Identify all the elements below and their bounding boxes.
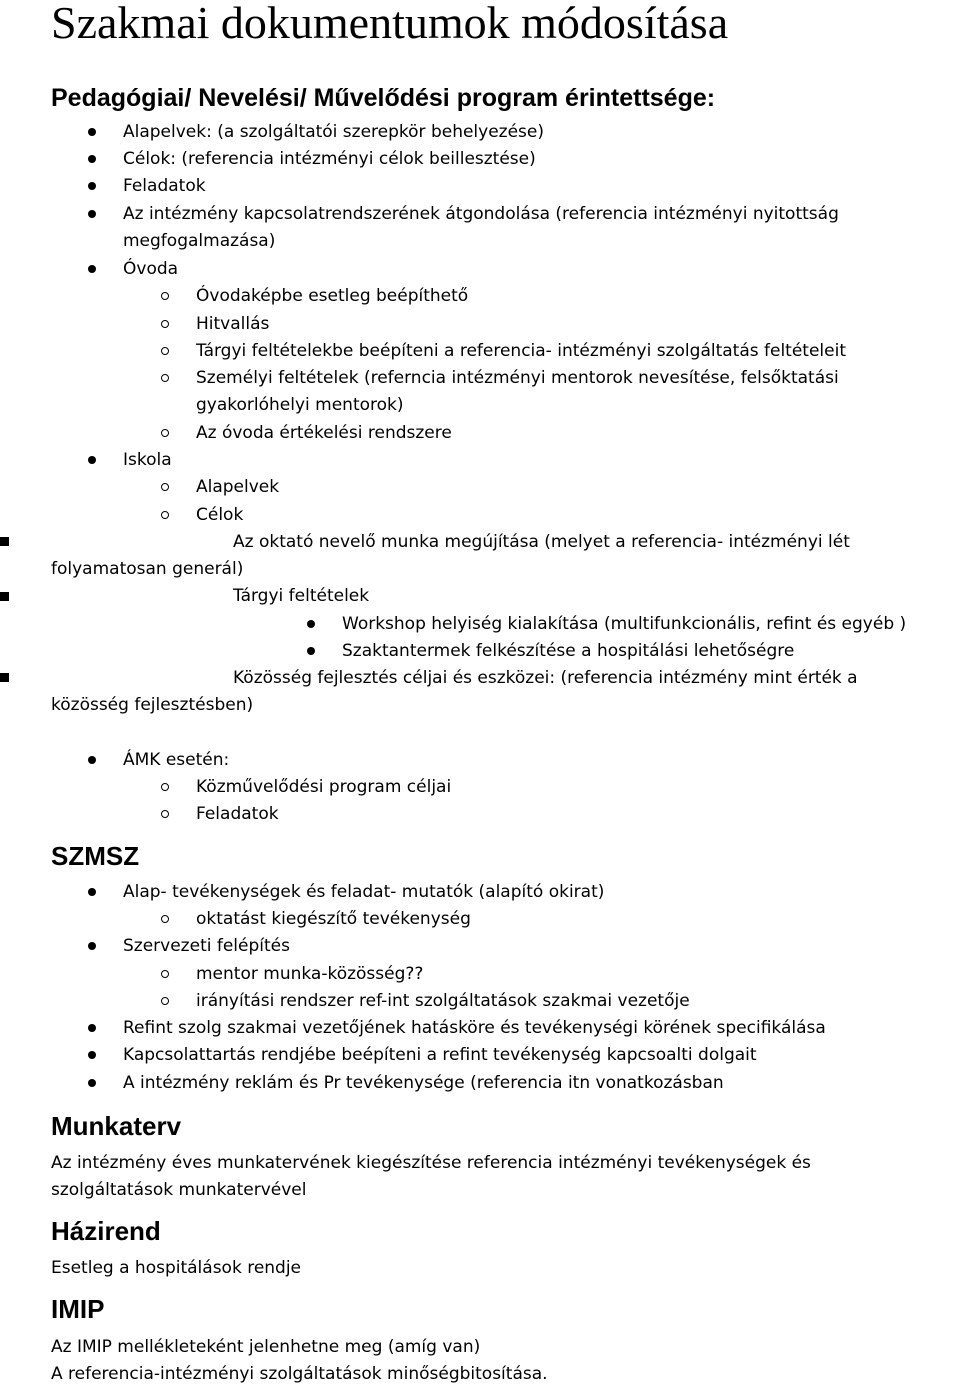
circle-bullet-icon: [161, 429, 169, 437]
circle-bullet-icon: [161, 292, 169, 300]
section-heading-munkaterv: Munkaterv: [51, 1111, 182, 1141]
list-item: Célok: (referencia intézményi célok beillesztése): [123, 149, 536, 169]
list-item: Közösség fejlesztés céljai és eszközei: (referencia intézmény mint érték a: [233, 668, 858, 688]
circle-bullet-icon: [161, 997, 169, 1005]
section-heading-program: Pedagógiai/ Nevelési/ Művelődési program érintettsége:: [51, 84, 716, 112]
bullet-icon: [88, 456, 96, 464]
bullet-icon: [88, 888, 96, 896]
list-item-continuation: közösség fejlesztésben): [51, 695, 254, 715]
page-title: Szakmai dokumentumok módosítása: [51, 0, 729, 48]
section-heading-szmsz: SZMSZ: [51, 841, 140, 871]
list-item: Alap- tevékenységek és feladat- mutatók (alapító okirat): [123, 882, 605, 902]
circle-bullet-icon: [161, 783, 169, 791]
square-bullet-icon: [0, 537, 9, 546]
sublist-item-continuation: gyakorlóhelyi mentorok): [196, 395, 404, 415]
list-item: ÁMK esetén:: [123, 750, 230, 770]
paragraph-line: Az intézmény éves munkatervének kiegészítése referencia intézményi tevékenységek és: [51, 1153, 811, 1173]
sublist-item: Személyi feltételek (referncia intézményi mentorok nevesítése, felsőktatási: [196, 368, 839, 388]
bullet-icon: [88, 1024, 96, 1032]
list-item: Kapcsolattartás rendjébe beépíteni a refint tevékenység kapcsoalti dolgait: [123, 1045, 757, 1065]
circle-bullet-icon: [161, 483, 169, 491]
paragraph-line: Az IMIP mellékleteként jelenhetne meg (amíg van): [51, 1337, 481, 1357]
bullet-icon: [88, 128, 96, 136]
bullet-icon: [307, 647, 315, 655]
bullet-icon: [88, 942, 96, 950]
sublist-item: mentor munka-közösség??: [196, 964, 424, 984]
bullet-icon: [88, 756, 96, 764]
sublist-item: Óvodaképbe esetleg beépíthető: [196, 286, 469, 306]
paragraph-line: Esetleg a hospitálások rendje: [51, 1258, 302, 1278]
circle-bullet-icon: [161, 810, 169, 818]
list-item: Az oktató nevelő munka megújítása (melyet a referencia- intézményi lét: [233, 532, 850, 552]
sublist-item: Tárgyi feltételekbe beépíteni a referencia- intézményi szolgáltatás feltételeit: [196, 341, 846, 361]
list-item: Az intézmény kapcsolatrendszerének átgondolása (referencia intézményi nyitottság: [123, 204, 839, 224]
list-item: Tárgyi feltételek: [233, 586, 370, 606]
sublist-item: irányítási rendszer ref-int szolgáltatások szakmai vezetője: [196, 991, 690, 1011]
circle-bullet-icon: [161, 511, 169, 519]
list-item-continuation: folyamatosan generál): [51, 559, 244, 579]
circle-bullet-icon: [161, 320, 169, 328]
section-heading-hazirend: Házirend: [51, 1216, 161, 1246]
bullet-icon: [307, 620, 315, 628]
square-bullet-icon: [0, 592, 9, 601]
circle-bullet-icon: [161, 347, 169, 355]
list-item: Szervezeti felépítés: [123, 936, 290, 956]
sublist-item: Hitvallás: [196, 314, 270, 334]
bullet-icon: [88, 210, 96, 218]
sublist-item: Célok: [196, 505, 244, 525]
list-item: Iskola: [123, 450, 172, 470]
sublist-item: Workshop helyiség kialakítása (multifunkcionális, refint és egyéb ): [342, 614, 907, 634]
paragraph-line: A referencia-intézményi szolgáltatások minőségbitosítása.: [51, 1364, 548, 1384]
circle-bullet-icon: [161, 374, 169, 382]
list-item: A intézmény reklám és Pr tevékenysége (referencia itn vonatkozásban: [123, 1073, 724, 1093]
square-bullet-icon: [0, 673, 9, 682]
list-item: Alapelvek: (a szolgáltatói szerepkör behelyezése): [123, 122, 544, 142]
circle-bullet-icon: [161, 915, 169, 923]
sublist-item: Szaktantermek felkészítése a hospitálási lehetőségre: [342, 641, 795, 661]
bullet-icon: [88, 1079, 96, 1087]
sublist-item: Alapelvek: [196, 477, 280, 497]
bullet-icon: [88, 265, 96, 273]
sublist-item: oktatást kiegészítő tevékenység: [196, 909, 471, 929]
list-item: Óvoda: [123, 259, 179, 279]
list-item-continuation: megfogalmazása): [123, 231, 276, 251]
bullet-icon: [88, 155, 96, 163]
bullet-icon: [88, 1051, 96, 1059]
list-item: Feladatok: [123, 176, 206, 196]
list-item: Refint szolg szakmai vezetőjének hatásköre és tevékenységi körének specifikálása: [123, 1018, 826, 1038]
section-heading-imip: IMIP: [51, 1294, 105, 1324]
sublist-item: Közművelődési program céljai: [196, 777, 452, 797]
circle-bullet-icon: [161, 970, 169, 978]
bullet-icon: [88, 182, 96, 190]
sublist-item: Az óvoda értékelési rendszere: [196, 423, 452, 443]
paragraph-line: szolgáltatások munkatervével: [51, 1180, 307, 1200]
sublist-item: Feladatok: [196, 804, 279, 824]
